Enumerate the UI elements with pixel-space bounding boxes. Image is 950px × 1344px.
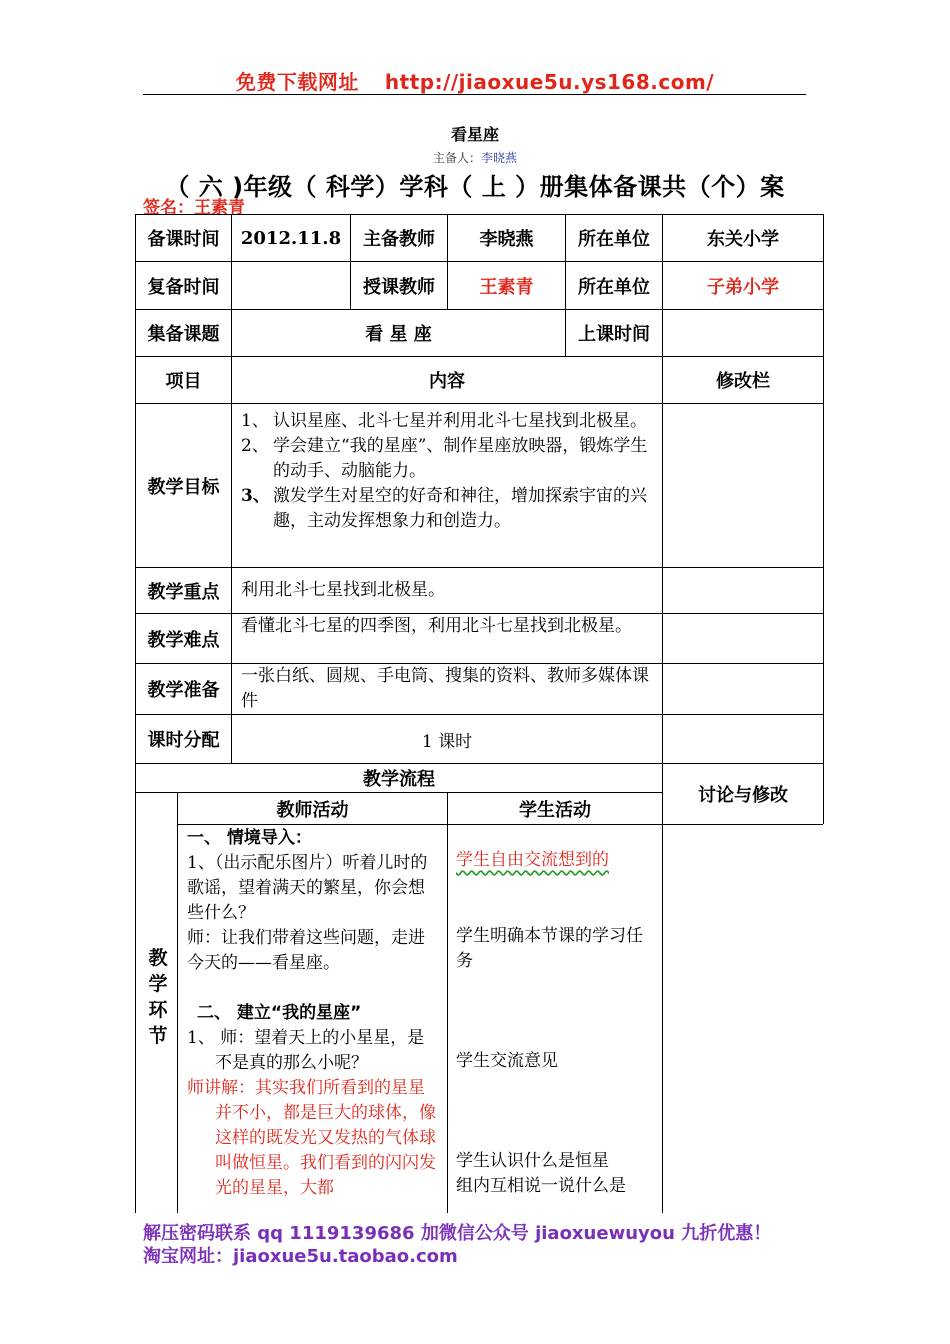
header-download-link[interactable] [0,66,950,95]
signature: 签名：王素青 [143,198,245,218]
process-heading: 教学流程 [363,769,435,790]
prep-date: 2012.11.8 [240,227,342,249]
teaching-teacher-name: 王素青 [479,276,534,298]
student-activity-1: 学生自由交流想到的 [456,850,609,870]
section-intro-title: 一、 情境导入： [187,828,312,848]
teacher-step: 1、（出示配乐图片）听着儿时的歌谣，望着满天的繁星，你会想些什么？ [187,853,428,923]
unit-label: 所在单位 [578,229,650,250]
section-my-constellation-title: 二、 建立“我的星座” [197,1003,362,1023]
topic-value: 看 星 座 [365,324,432,345]
difficulty-text: 看懂北斗七星的四季图，利用北斗七星找到北极星。 [241,616,632,636]
student-activity-4: 学生认识什么是恒星 [456,1151,609,1171]
goals-label: 教学目标 [147,476,220,498]
teacher-step: 师：让我们带着这些问题，走进今天的——看星座。 [187,928,425,973]
teacher-step: 1、 师：望着天上的小星星，是不是真的那么小呢？ [187,1028,425,1073]
preparer-line [0,149,950,166]
prep-text: 一张白纸、圆规、手电筒、搜集的资料、教师多媒体课件 [241,666,649,711]
footer-contact: 解压密码联系 qq 1119139686 加微信公众号 jiaoxuewuyou 九折优惠！ [143,1223,772,1244]
lead-teacher-name: 李晓燕 [479,229,534,250]
column-item-header: 项目 [165,371,202,392]
topic-label: 集备课题 [147,324,220,345]
student-activity-2: 学生明确本节课的学习任务 [456,926,643,971]
student-activity-3: 学生交流意见 [456,1051,558,1071]
class-time-label: 上课时间 [578,324,650,345]
page-title: 看星座 [450,125,499,144]
re-prep-time-label: 复备时间 [147,276,220,298]
footer-shop-link[interactable]: 淘宝网址：jiaoxue5u.taobao.com [143,1246,458,1267]
focus-text: 利用北斗七星找到北极星。 [241,580,445,600]
goals-list [241,409,656,534]
teaching-unit: 子弟小学 [707,276,779,298]
teacher-activity-heading: 教师活动 [276,799,349,821]
time-alloc-label: 课时分配 [147,730,220,751]
column-revision-header: 修改栏 [716,371,770,392]
header-site-url[interactable]: http://jiaoxue5u.ys168.com/ [384,70,715,94]
goal-item: 3、 激发学生对星空的好奇和神往，增加探索宇宙的兴趣，主动发挥想象力和创造力。 [241,486,647,531]
main-heading: （ 六 )年级（ 科学）学科（ 上 ）册集体备课共（个）案 [165,173,785,201]
prep-time-label: 备课时间 [147,229,220,250]
discussion-heading: 讨论与修改 [698,785,788,806]
student-activity-5: 组内互相说一说什么是 [456,1176,626,1196]
difficulty-label: 教学难点 [147,629,220,651]
goal-item: 1、 认识星座、北斗七星并利用北斗七星找到北极星。 [241,411,647,431]
header-site-label: 免费下载网址 [235,70,359,94]
focus-label: 教学重点 [147,581,220,603]
teacher-explanation: 师讲解：其实我们所看到的星星并不小，都是巨大的球体，像这样的既发光又发热的气体球叫做恒星。我们看到的闪闪发光的星星，大都 [187,1078,436,1198]
unit-label-2: 所在单位 [578,276,650,298]
header-divider [143,94,806,95]
goal-item: 2、 学会建立“我的星座”、制作星座放映器，锻炼学生的动手、动脑能力。 [241,436,648,481]
lead-unit: 东关小学 [707,229,779,250]
re-prep-date [232,262,350,309]
column-content-header: 内容 [429,371,465,392]
teaching-teacher-label: 授课教师 [363,276,435,298]
teaching-steps-label: 教 学 环 节 [148,947,168,1047]
prep-label: 教学准备 [147,680,220,701]
teacher-activity-content [187,826,439,1201]
preparer-name: 李晓燕 [481,151,518,165]
preparer-label: 主备人： [432,151,481,165]
student-activity-heading: 学生活动 [519,799,591,821]
time-alloc-text: 1 课时 [421,731,473,752]
lead-teacher-label: 主备教师 [363,229,435,250]
class-time-value [663,310,823,356]
